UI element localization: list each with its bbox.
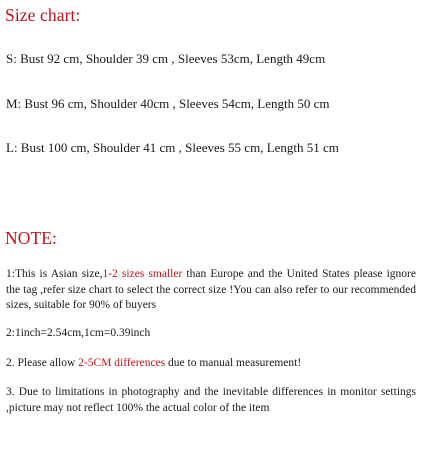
note-item-asian-size-text-rest: than Europe and the United States please ignore the tag ,refer size chart to select the correct size !You can also refer to our recommended sizes, suitable for 90% of buyers <box>6 268 416 311</box>
sizes-smaller-highlight: 1-2 sizes smaller <box>102 268 183 280</box>
differences-highlight: 2-5CM differences <box>78 357 166 369</box>
note-item-measurement <box>6 356 416 372</box>
note-item-photography: 3. Due to limitations in photography and the inevitable differences in monitor settings ,picture may not reflect 100% the actual color of the item <box>6 386 416 414</box>
size-chart-heading: Size chart: <box>5 5 81 25</box>
size-row-l: L: Bust 100 cm, Shoulder 41 cm , Sleeves 55 cm, Length 51 cm <box>6 140 339 155</box>
note-item-measurement-text-rest: due to manual measurement! <box>165 357 302 369</box>
note-item-asian-size-text: 1:This is Asian size, <box>6 268 103 280</box>
note-item-measurement-text: 2. Please allow <box>6 357 79 369</box>
size-row-s: S: Bust 92 cm, Shoulder 39 cm , Sleeves 53cm, Length 49cm <box>6 51 326 66</box>
size-row-m: M: Bust 96 cm, Shoulder 40cm , Sleeves 54cm, Length 50 cm <box>6 96 330 111</box>
note-item-asian-size <box>6 267 416 314</box>
note-item-conversion: 2:1inch=2.54cm,1cm=0.39inch <box>6 327 151 339</box>
note-heading: NOTE: <box>5 228 58 248</box>
